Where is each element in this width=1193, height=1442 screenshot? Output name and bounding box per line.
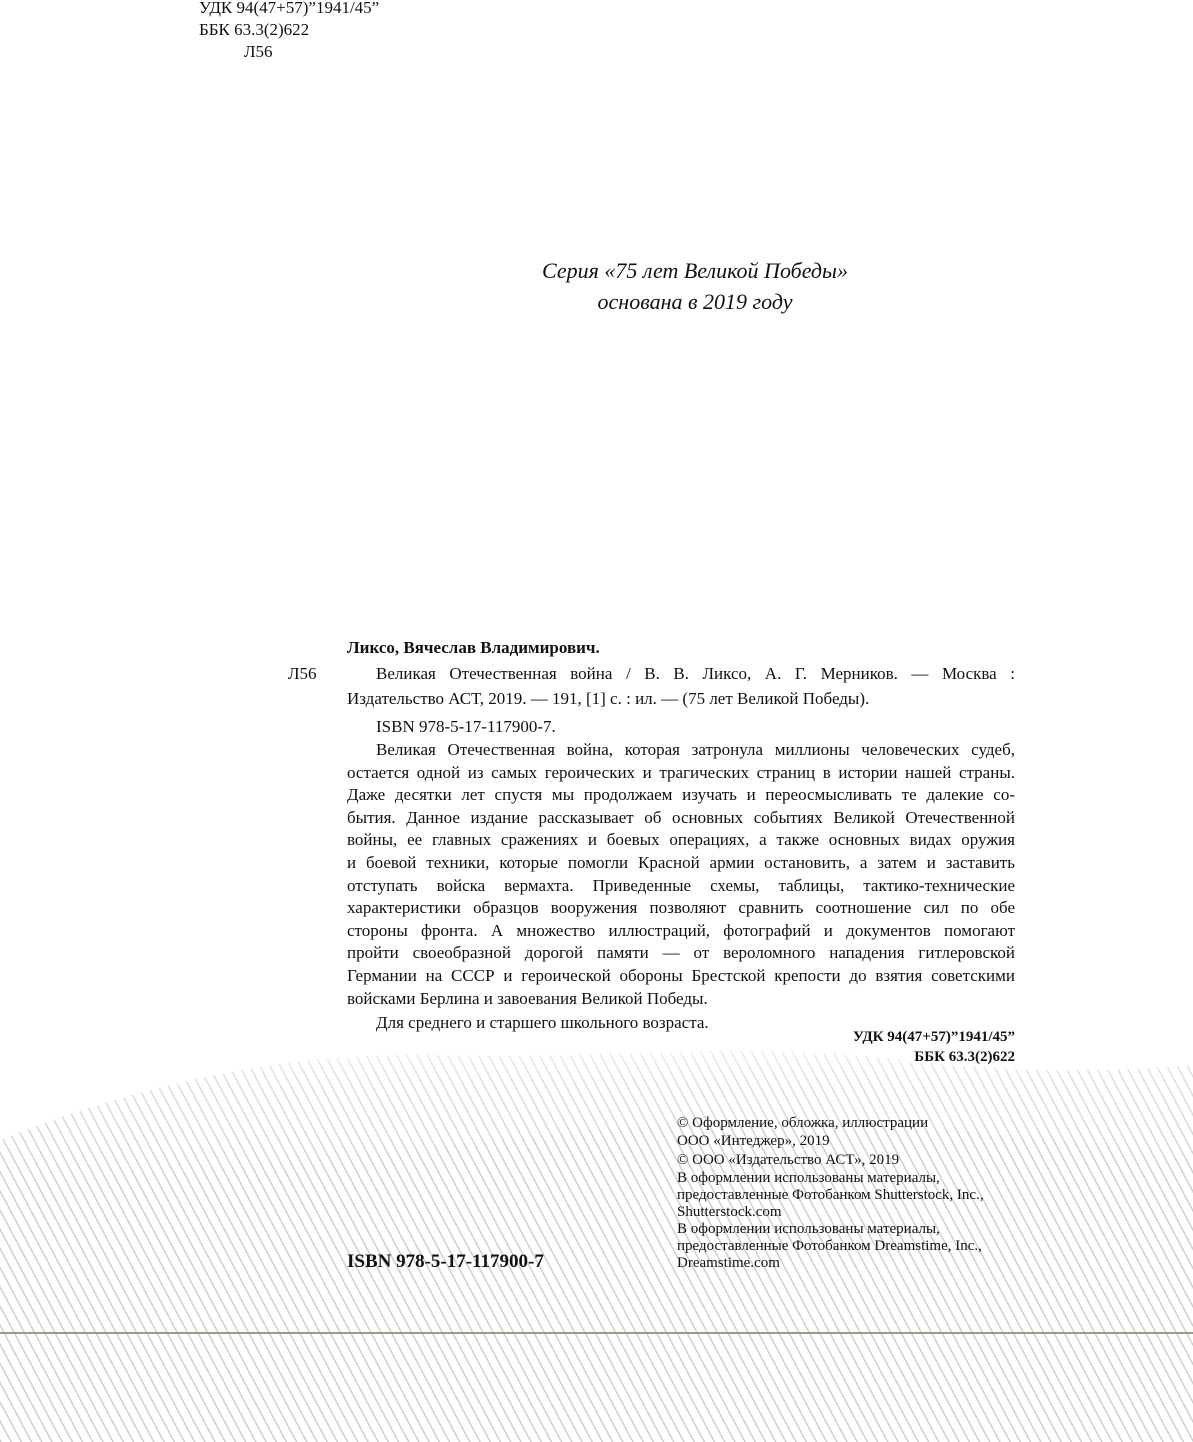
annotation-line: и боевой техники, которые помогли Красной армии остановить, а затем и заставить xyxy=(347,852,1015,872)
catalog-title-line-2: Издательство АСТ, 2019. — 191, [1] с. : ил. — (75 лет Великой Победы). xyxy=(347,689,870,708)
series-line-2: основана в 2019 году xyxy=(597,289,793,314)
annotation xyxy=(347,739,1015,1010)
series-line-1: Серия «75 лет Великой Победы» xyxy=(542,258,848,283)
bbk-code-bold: ББК 63.3(2)622 xyxy=(914,1049,1015,1065)
annotation-line: Даже десятки лет спустя мы продолжаем изучать и переосмысливать те далекие со- xyxy=(347,785,1015,805)
background-texture xyxy=(0,1020,1193,1442)
copyright-line: ООО «Интеджер», 2019 xyxy=(677,1133,830,1149)
copyright-line: Dreamstime.com xyxy=(677,1255,780,1271)
annotation-line: войны, ее главных сражениях и боевых операциях, а также основных видах оружия xyxy=(347,830,1015,850)
copyright-line: В оформлении использованы материалы, xyxy=(677,1221,940,1237)
copyright-line: © ООО «Издательство АСТ», 2019 xyxy=(677,1152,900,1168)
isbn-bottom: ISBN 978-5-17-117900-7 xyxy=(347,1251,544,1272)
annotation-line: характеристики образцов вооружения позволяют сравнить соотношение сил по обе xyxy=(347,898,1015,918)
catalog-sign: Л56 xyxy=(288,664,317,683)
annotation-line: стороны фронта. А множество иллюстраций, фотографий и документов помогают xyxy=(347,920,1015,940)
copyright-line: предоставленные Фотобанком Shutterstock, Inc., xyxy=(677,1187,984,1203)
annotation-line: остается одной из самых героических и трагических страниц в истории нашей страны. xyxy=(347,762,1015,782)
catalog-isbn: ISBN 978-5-17-117900-7. xyxy=(376,717,556,736)
annotation-line: войсками Берлина и завоевания Великой Победы. xyxy=(347,988,708,1008)
udk-code-top: УДК 94(47+57)”1941/45” xyxy=(199,0,380,17)
udk-code-bold: УДК 94(47+57)”1941/45” xyxy=(852,1029,1015,1045)
annotation-line: Германии на СССР и героической обороны Брестской крепости до взятия советскими xyxy=(347,965,1015,985)
annotation-line: пройти своеобразной дорогой памяти — от вероломного нападения гитлеровской xyxy=(347,943,1015,963)
audience-note: Для среднего и старшего школьного возраста. xyxy=(376,1013,709,1032)
divider-rule xyxy=(0,1330,1193,1336)
author-sign-top: Л56 xyxy=(244,42,273,61)
copyright-line: Shutterstock.com xyxy=(677,1204,782,1220)
author-heading: Ликсо, Вячеслав Владимирович. xyxy=(347,638,600,657)
annotation-line: Великая Отечественная война, которая затронула миллионы человеческих судеб, xyxy=(376,740,1015,759)
copyright-line: предоставленные Фотобанком Dreamstime, Inc., xyxy=(677,1238,982,1254)
annotation-line: отступать войска вермахта. Приведенные схемы, таблицы, тактико-технические xyxy=(347,875,1015,895)
annotation-line: бытия. Данное издание рассказывает об основных событиях Великой Отечественной xyxy=(347,807,1015,827)
copyright-line: В оформлении использованы материалы, xyxy=(677,1170,940,1186)
copyright-line: © Оформление, обложка, иллюстрации xyxy=(677,1115,929,1131)
bbk-code-top: ББК 63.3(2)622 xyxy=(199,20,310,39)
catalog-title-line-1: Великая Отечественная война / В. В. Ликсо, А. Г. Мерников. — Москва : xyxy=(376,664,1015,683)
